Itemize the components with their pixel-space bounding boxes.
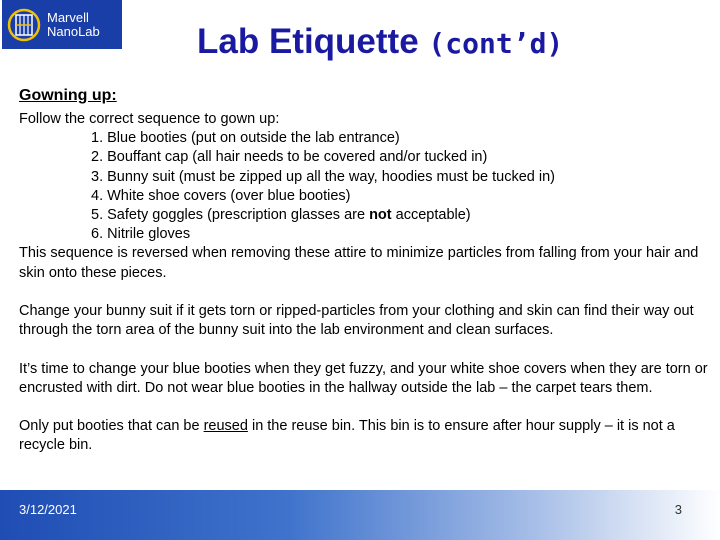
logo-line-1: Marvell (47, 9, 89, 25)
step-emphasis: not (369, 207, 392, 224)
step-item: 1. Blue booties (put on outside the lab entrance) (91, 130, 400, 147)
logo-line-2: NanoLab (47, 23, 100, 39)
section-heading: Gowning up: (19, 87, 117, 104)
bunny-suit-paragraph: Change your bunny suit if it gets torn or ripped-particles from your clothing and skin can find their way out through the torn area of the bunny suit into the lab environment and clean surfaces. (19, 303, 694, 339)
step-text: acceptable) (391, 207, 471, 224)
booties-paragraph: It’s time to change your blue booties when they get fuzzy, and your white shoe covers when they are torn or encrusted with dirt. Do not wear blue booties in the hallway outside the lab – the carpet tears them. (19, 360, 708, 396)
marvell-nanolab-logo (2, 0, 122, 49)
reuse-text: in the reuse bin. This bin is to ensure after hour supply – it is not a recycle bin. (19, 418, 675, 454)
gowning-steps-list (19, 129, 709, 244)
step-item: 6. Nitrile gloves (91, 226, 191, 243)
step-item: 3. Bunny suit (must be zipped up all the way, hoodies must be tucked in) (91, 168, 555, 185)
step-item: 4. White shoe covers (over blue booties) (91, 187, 351, 204)
slide-footer (0, 490, 720, 540)
step-item: 2. Bouffant cap (all hair needs to be covered and/or tucked in) (91, 149, 488, 166)
slide-title (197, 22, 563, 64)
slide-body (19, 86, 709, 456)
nanolab-emblem-icon (7, 5, 41, 45)
logo-text (47, 11, 100, 39)
reversal-note: This sequence is reversed when removing these attire to minimize particles from falling from your hair and skin onto these pieces. (19, 245, 699, 281)
reuse-underlined: reused (203, 418, 248, 435)
footer-date: 3/12/2021 (19, 502, 77, 517)
title-main: Lab Etiquette (197, 22, 419, 61)
intro-text: Follow the correct sequence to gown up: (19, 111, 280, 127)
page-number: 3 (674, 502, 682, 517)
reuse-bin-paragraph (19, 417, 709, 455)
reuse-text: Only put booties that can be (19, 418, 204, 435)
step-item (19, 206, 709, 225)
title-sub: (cont’d) (428, 27, 564, 60)
step-text: 5. Safety goggles (prescription glasses are (91, 207, 370, 224)
